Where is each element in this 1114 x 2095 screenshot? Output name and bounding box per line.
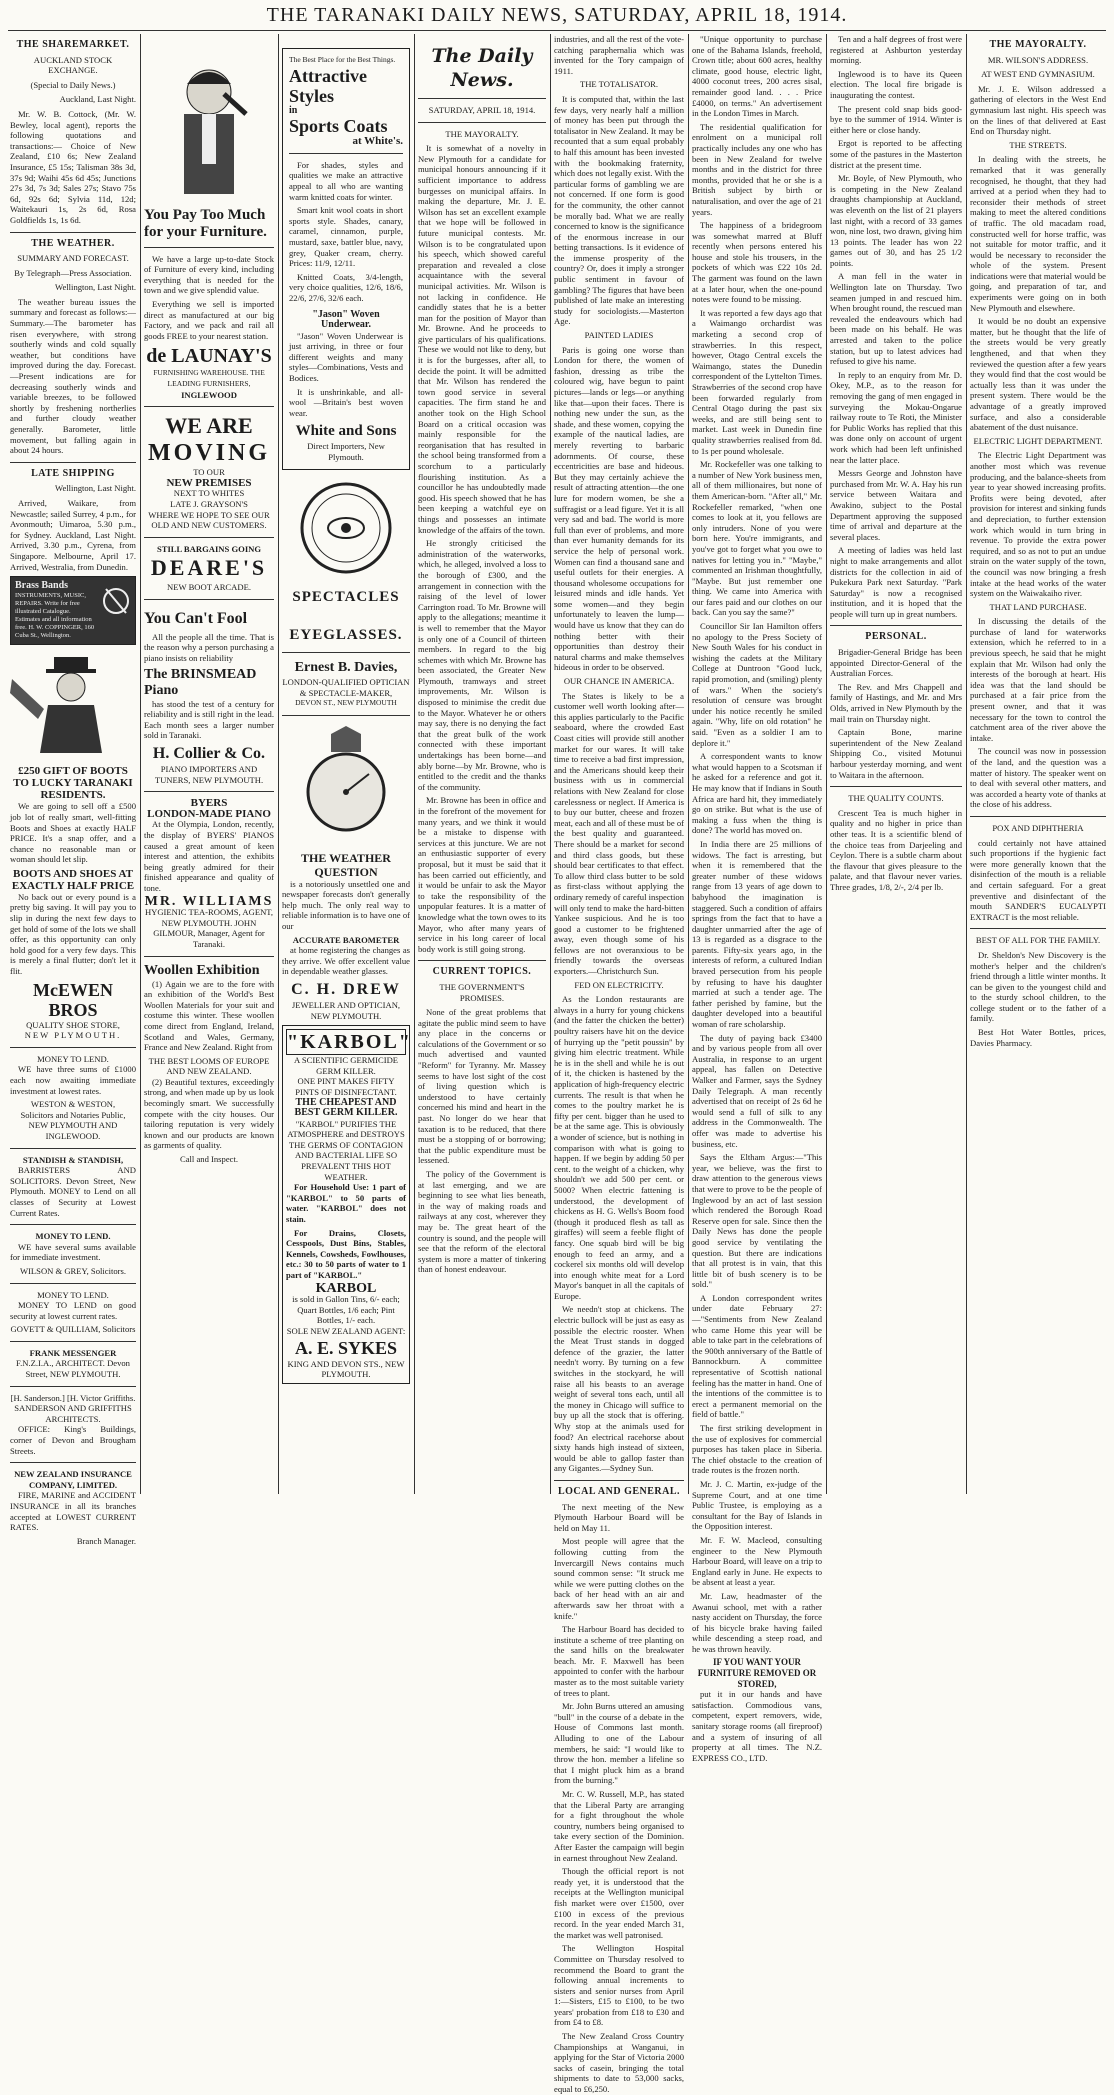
byers-body: At the Olympia, London, recently, the display of BYERS' PIANOS caused a great amount of keen interest and attention, the exhibits being greatly admired for their finished appearance and quality of tone.	[144, 819, 274, 893]
furniture-heading: You Pay Too Much for your Furniture.	[144, 206, 267, 240]
wilson-body: Mr. J. E. Wilson addressed a gathering of electors in the West End gymnasium last night. His speech was on the lines of that delivered at East End on Thursday night.	[970, 83, 1106, 137]
weston-sub: Solicitors and Notaries Public, NEW PLYMOUTH AND INGLEWOOD.	[20, 1109, 126, 1141]
trumpet-icon	[101, 581, 131, 621]
drew-sub: JEWELLER AND OPTICIAN, NEW PLYMOUTH.	[291, 999, 401, 1021]
woollen-body: (1) Again we are to the fore with an exhibition of the World's Best Woollen Materials for your suit and costume this winter. These woollen come direct from England, Ireland, Scotland and Wales, Germany, France and New Zealand. Right from	[144, 978, 274, 1053]
eyeglasses-heading: EYEGLASSES.	[289, 627, 403, 644]
messenger-name: FRANK MESSENGER	[29, 1347, 117, 1358]
rockefeller-item: Mr. Rockefeller was one talking to a number of New York business men, all of them millionaires, but none of them American-born. "After all," Mr. Rockefeller remarked, "when one comes to look at it, you fellows are only intruders. None of you were born here. You're immigrants, and you've got to forget what you owe to natives for letting you in." "Maybe," commented an Irishman thoughtfully, "Maybe. But just remember one thing. We came into America with our fares paid and our clothes on our back. Can you say the same?"	[692, 459, 822, 618]
whites-name: White and Sons	[295, 423, 397, 440]
column-4	[418, 34, 546, 1494]
divider	[289, 153, 403, 154]
cold-snap-item: The present cold snap bids good-bye to the summer of 1914. Winter is either here or close handy.	[830, 103, 962, 135]
barometer-body: at home registering the changes as they arrive. We offer excellent value in dependable weather glasses.	[282, 945, 410, 977]
divider	[144, 956, 274, 957]
furniture-removal-heading: IF YOU WANT YOUR FURNITURE REMOVED OR STORED,	[697, 1657, 817, 1689]
woollen-best: THE BEST LOOMS OF EUROPE AND NEW ZEALAND.	[148, 1055, 270, 1077]
local-body-4: Mr. John Burns uttered an amusing "bull" in the course of a debate in the House of Commons last month. Alluding to one of the Labour members, he said: "I would like to throw the hon. member a lifeline so that I might pluck him as a brand from the burning."	[554, 1701, 684, 1786]
divider	[830, 625, 962, 626]
davies-name: Ernest B. Davies,	[294, 660, 398, 676]
current-topics-heading: CURRENT TOPICS.	[432, 966, 532, 978]
local-body-5: Mr. C. W. Russell, M.P., has stated that the Liberal Party are arranging for a fight throughout the whole country, numbers being organised to take every section of the Dominion. After Easter the campaign will begin in earnest throughout New Zealand.	[554, 1789, 684, 1863]
column-rule	[688, 34, 689, 1494]
sanderson-name: [H. Sanderson.] [H. Victor Griffiths. SANDERSON AND GRIFFITHS ARCHITECTS.	[10, 1392, 136, 1424]
eye-emblem-icon	[296, 478, 396, 578]
column-6	[692, 34, 822, 1763]
rescue-item: A man fell in the water in Wellington late on Thursday. Two seamen jumped in and rescued him. When brought round, the rescued man revealed the endeavours which had been made on his behalf. He was arrested and taken to the police station, but up to latest advices had refused to give his name.	[830, 271, 962, 367]
money3-heading: MONEY TO LEND.	[37, 1289, 109, 1300]
moving-where: WHERE WE HOPE TO SEE OUR OLD AND NEW CUSTOMERS.	[148, 509, 270, 531]
moving-next: NEXT TO WHITES	[173, 488, 245, 499]
best-heading: BEST OF ALL FOR THE FAMILY.	[975, 935, 1101, 946]
barometer-icon	[301, 722, 391, 842]
at-whites: at White's.	[352, 135, 403, 148]
furniture-cartoon	[144, 54, 274, 207]
streets-body-2: It would be no doubt an expensive matter, but he thought that the life of the streets would be very greatly lengthened, and that when they reviewed the question after a few years they would find that the cost would be actually less than it was under the present system. There would be the advantage of a greatly improved surface, and also a considerable abatement of the dust nuisance.	[970, 316, 1106, 433]
karbol-body: "KARBOL" PURIFIES THE ATMOSPHERE and DESTROYS THE GERMS OF CONTAGION AND BACTERIAL LIFE SO PREVALENT THIS HOT WEATHER.	[287, 1118, 405, 1182]
divider	[10, 1386, 136, 1387]
divider	[10, 232, 136, 233]
pox-body: could certainly not have attained such proportions if the hygienic fact were more generally known that the disinfection of the mouth is a reliable and certain safeguard. For a great preventive and disinfectant of the mouth SANDER'S EUCALYPTI EXTRACT is the most reliable.	[970, 837, 1106, 922]
bahama-ad: "Unique opportunity to purchase one of the Bahama Islands, freehold, Crown title; about 600 acres, healthy climate, good house, electric light, 4000 coconut trees, 200 acres sisal, remainder good land. . . . Price £4000, on terms." An advertisement in the London Times in March.	[692, 34, 822, 119]
column-rule	[826, 34, 827, 1494]
half-price-heading: BOOTS AND SHOES AT EXACTLY HALF PRICE	[11, 867, 135, 892]
mcewen-sub: QUALITY SHOE STORE,	[26, 1019, 120, 1030]
local-body-6: Though the official report is not ready yet, it is understood that the receipts at the Wellington municipal fish market were over £1500, over £100 in excess of the previous record. In the year ended March 31, the market was well patronised.	[554, 1866, 684, 1940]
topics-body-2: The policy of the Government is at last emerging, and we are beginning to see what lies beneath, in the way of making roads and railways at any cost, wherever they may be. The great heart of the country is sound, and the people will see that the reform of the electoral system is more a matter of tinkering than of honest endeavour.	[418, 1169, 546, 1275]
weather-question-heading: THE WEATHER QUESTION	[301, 850, 391, 879]
streets-heading: THE STREETS.	[1009, 139, 1067, 150]
queen-election-item: Inglewood is to have its Queen election. The local fire brigade is inaugurating the contest.	[830, 68, 962, 100]
weston-name: WESTON & WESTON,	[30, 1099, 116, 1110]
weather-body: The weather bureau issues the summary and forecast as follows:— Summary.—The barometer has risen everywhere, with strong southerly winds and cold squally weather, but conditions have improved during the day. Forecast.—Present indications are for decreasing southerly winds and variable breezes, to be followed shortly by freshening northerlies and further cloudy weather generally. Barometer, little movement, but falling again in about 24 hours.	[10, 296, 136, 456]
divider	[10, 462, 136, 463]
styles: Styles	[289, 85, 334, 106]
williams-sub: HYGIENIC TEA-ROOMS, AGENT, NEW PLYMOUTH. JOHN GILMOUR, Manager, Agent for Taranaki.	[144, 907, 274, 949]
deares-sub: NEW BOOT ARCADE.	[167, 582, 251, 593]
personal-heading: PERSONAL.	[865, 631, 927, 643]
mcewen-city: NEW PLYMOUTH.	[24, 1030, 122, 1041]
mayoralty-body-2: He strongly criticised the administration of the waterworks, which, he alleged, involved a loss to the borough of £300, and the arrangement in connection with the raising of the level of lower Carrington road. To Mr. Browne will apply to the allegations; meantime it is well to remember that the Mayor is only one of a Council of thirteen members. In regard to the big schemes with which Mr. Browne has been associated, the Greater New Plymouth, tramways and street improvements, Mr. Wilson is disposed to minimise the credit due to the Mayor. Whatever he or others may say, there is no denying the fact that the great bulk of the work connected with these important undertakings has been borne—and ably borne—by Mr. Browne, who is entitled to the credit and the thanks of the community.	[418, 538, 546, 792]
collier-sub: PIANO IMPORTERS AND TUNERS, NEW PLYMOUTH.	[154, 764, 264, 785]
painted-heading: PAINTED LADIES	[584, 330, 654, 341]
telegraph-note: By Telegraph—Press Association.	[14, 267, 132, 278]
ergot-item: Ergot is reported to be affecting some of the pastures in the Masterton district at the present time.	[830, 138, 962, 170]
collier-name: H. Collier & Co.	[152, 745, 266, 763]
electric-body: The Electric Light Department was another most which was revenue producing, and the balance-sheets from year to year showed increasing profits. Profits were being devoted, after provision for interest and sinking funds and depreciation, to further extension work which would in turn bring in revenue. To provide the extra power required, and so as not to put an undue strain on the water supply of the town, the council was now bringing a fresh intake at the head works of the water system on the Waiwakaiho river.	[970, 450, 1106, 599]
mayoralty-heading: THE MAYORALTY.	[445, 128, 519, 139]
davies-address: DEVON ST., NEW PLYMOUTH	[295, 698, 397, 708]
divider	[418, 960, 546, 961]
quality-heading: THE QUALITY COUNTS.	[848, 793, 944, 804]
local-body-8: The New Zealand Cross Country Championships at Wanganui, in applying for the Star of Victoria 2000 sacks of casein, bringing the total shipments to date to 53,000 sacks, equal to £6,250.	[554, 2031, 684, 2095]
law-item: Mr. Law, headmaster of the Awanui school, met with a rather nasty accident on Thursday, the force of his bicycle brake having failed while descending a steep road, and he was thrown heavily.	[692, 1590, 822, 1654]
divider	[10, 1148, 136, 1149]
correspondent-item: A correspondent wants to know what would happen to a Scotsman if he asked for a reference and got it. He may know that if Indians in South Africa are hard hit, they immediately go on strike. But what is the use of making a fuss when the thing is done? The world has moved on.	[692, 751, 822, 836]
india-item: In India there are 25 millions of widows. The fact is arresting, but when it is remembered that the greater number of these widows range from 13 years of age down to babyhood the imagination is staggered. Such a condition of affairs springs from the fact that to have a daughter unmarried after the age of 13 is regarded as a disgrace to the parents. Fifty-six years ago, in the interests of reform, a cultured Indian braved persecution from his people by refusing to have his daughter married at such a tender age. The father perished by famine, but the daughter developed into a beautiful woman of rare scholarship.	[692, 838, 822, 1030]
deares-name: DEARE'S	[150, 555, 268, 581]
divider	[144, 406, 274, 407]
boots-body: We are going to sell off a £500 job lot of really smart, well-fitting Boots and Shoes at exactly HALF PRICE. It's a snap offer, and a chance no reasonable man or woman should let slip.	[10, 801, 136, 865]
london-item: A London correspondent writes under date February 27:—"Sentiments from New Zealand who came Home this year will be able to take part in the celebrations of the 900th anniversary of the Battle of Bannockburn. A committee representative of Scottish national feeling has the matter in hand. One of the intentions of the committee is to erect a permanent memorial on the field of battle."	[692, 1292, 822, 1420]
boot-man-icon	[10, 649, 136, 759]
body-continued: industries, and all the rest of the vote-catching paraphernalia which was invented for the Tory campaign of 1911.	[554, 34, 684, 76]
totalisator-heading: THE TOTALISATOR.	[579, 79, 659, 90]
money-heading: MONEY TO LEND.	[37, 1053, 109, 1064]
duty-item: The duty of paying back £3400 and by various people from all over Australia, in response to an urgent appeal, has fallen on Detective Walker and Farmer, says the Sydney Daily Telegraph. A man recently advertised that on receipt of 2s 6d he would send a full of silk to any address in the Commonwealth. The offer was made to advertise his business, etc.	[692, 1032, 822, 1149]
brinsmead-body: has stood the test of a century for reliability and is still right in the lead. Each month sees a larger number sold in Taranaki.	[144, 698, 274, 741]
shipping-body: Arrived, Waikare, from Newcastle; sailed Surrey, 4 p.m., for Avonmouth; Uimaroa, 5.30 p.m., for Sydney. Auckland, Last Night. Arrived, 3.30 p.m., Cyrena, from Singapore. Melbourne, April 17. Arrived, Westralia, from Dunedin.	[10, 497, 136, 572]
gymnasium-heading: AT WEST END GYMNASIUM.	[981, 69, 1095, 80]
whites-ad	[282, 48, 410, 470]
mayoralty-body: It is somewhat of a novelty in New Plymouth for a candidate for municipal honours announcing if it sufficient importance to address burgesses on municipal affairs. In making the departure, Mr. J. E. Wilson has set an excellent example that we hope will be followed in future municipal contests. Mr. Wilson is to be congratulated upon his speech, which showed careful preparation and revealed a close acquaintance with the several municipal activities. Mr. Wilson is not lacking in confidence. He candidly states that he is a better man for the position of Mayor than Mr. Browne. And he proceeds to give particulars of his qualifications. These we would not like to deny, but it is for the burgesses, after all, to decide the point. It will be admitted that Mr. Wilson has rendered the town good service in several capacities. The firm stand he and another took on the High School Board on a critical occasion was mainly responsible for the reorganisation that has resulted in the school being transformed from a scorchum to a particularly flourishing institution. As a councillor he has undoubtedly made good. His speech showed that he has been keeping a watchful eye on things and possesses an intimate knowledge of the affairs of the town.	[418, 143, 546, 535]
explosives-item: The first striking development in the use of explosives for commercial purposes has taken place in Siberia. The chief obstacle to the creation of trade routes is the frozen north.	[692, 1423, 822, 1476]
jason-body-2: It is unshrinkable, and all-wool —Britain's best woven wear.	[289, 386, 403, 418]
dateline: Wellington, Last Night.	[55, 282, 136, 293]
moving-heading-2: MOVING	[148, 440, 270, 467]
column-2	[144, 34, 274, 1494]
divider	[970, 928, 1106, 929]
karbol-cheap: THE CHEAPEST AND BEST GERM KILLER.	[294, 1096, 398, 1119]
sharemarket-body: Mr. W. B. Cottock, (Mr. W. Bewley, local agent), reports the following quotations and transactions:— Choice of New Zealand, £10 6s; New Zealand Insurance, £5 15s; Talisman 38s 3d, 37s 9d; Waihi 45s 6d 45s; Junctions 27s 3d, 7s 3d; Sales 27s; Stavo 75s 6d, 92s 6d; Sylvia 11d, 12d; Waitekauri 1s, 2s 6d, Rosa Goldfields 1s, 1s 6d.	[10, 108, 136, 225]
painted-body: Paris is going one worse than London for there, the women of fashion, dressing as tribe the coloured wig, have begun to paint pictures—lands or legs—or anything like that—upon their faces. There is nothing new under the sun, as the shade, and these women, copying the example of the nautical ladies, are merely reverting to barbaric adornments. Of course, these eccentricities are base and hideous. But they may certainly achieve the result of attracting attention—the one lure for modern women, be she a suffragist or a lead figure. Yet it is all very sad and bad. The world is more full than ever of problems, and more than ever humanity demands for its service the help of personal work. Women can find a thousand sane and useful outlets for their energies. A thousand wholesome occupations for leisured minds and idle hands. Yet some women—and they begin unfortunately to leaven the lump—would have us know that they can do nothing better with their opportunities than destroy their natural charms and make themselves hideous in order to be observed.	[554, 344, 684, 673]
standish-sub: BARRISTERS AND SOLICITORS. Devon Street, New Plymouth. MONEY to Lend on all classes of Security at Lowest Current Rates.	[10, 1165, 136, 1218]
whites-tagline: The Best Place for the Best Things.	[289, 55, 396, 64]
furniture-body: We have a large up-to-date Stock of Furniture of every kind, including everything that is needed for the town and we give splendid value.	[144, 253, 274, 296]
drains-use: For Drains, Closets, Cesspools, Dust Bins, Stables, Kennels, Cowsheds, Fowlhouses, etc.: 30 to 50 parts of water to 1 part of "KARBOL."	[286, 1227, 406, 1280]
paper-date: SATURDAY, APRIL 18, 1914.	[428, 105, 536, 115]
column-5	[554, 34, 684, 2095]
column-rule	[966, 34, 967, 1494]
martin-item: Mr. J. C. Martin, ex-judge of the Supreme Court, and at one time Public Trustee, is employing as a consultant for the Bay of Islands in the Opposition interest.	[692, 1478, 822, 1532]
divider	[10, 1047, 136, 1048]
bridegroom-item: The happiness of a bridegroom was somewhat marred at Bluff recently when persons entered his house and stole his trousers, in the pockets of which was £22 10s 2d. The garment was found on the lawn at a later hour, when the one-pound notes were found to be missing.	[692, 220, 822, 305]
moving-late: LATE J. GRAYSON'S	[170, 498, 248, 509]
moving-heading-1: WE ARE	[165, 413, 253, 439]
messenger-sub: F.N.Z.I.A., ARCHITECT. Devon Street, NEW PLYMOUTH.	[16, 1358, 130, 1380]
column-rule	[414, 34, 415, 1494]
column-3	[282, 34, 410, 1494]
woollen-heading: Woollen Exhibition	[144, 962, 260, 978]
spectacles-illustration	[282, 478, 410, 581]
brinsmead-name: The BRINSMEAD Piano	[144, 666, 257, 698]
column-1	[10, 34, 136, 1546]
paper-title: The Daily News.	[431, 45, 533, 91]
local-body-2: Most people will agree that the following cutting from the Invercargill News contains much sound common sense: "It struck me while we were putting clothes on the back of her head with an air and afterwards saw her throat with a knife."	[554, 1536, 684, 1621]
money3-body: MONEY TO LEND on good security at lowest current rates.	[10, 1300, 136, 1321]
sports-coats: Sports Coats	[289, 116, 388, 137]
quality-body: Crescent Tea is much higher in quality and no higher in price than other teas. It is a scientific blend of the choice teas from Darjeeling and Ceylon. There is a subtle charm about the flavour that gives pleasure to the palate, and that flavour never varies. Three grades, 1/8, 2/-, 2/4 per lb.	[830, 807, 962, 892]
sole-agent: SOLE NEW ZEALAND AGENT:	[286, 1325, 406, 1336]
topics-body: None of the great problems that agitate the public mind seem to have any place in the concerns or calculations of the Government or so much advertised and vaunted "Reform" for Tyranny. Mr. Massey seems to have lost sight of the cost of living question which is understood to have certainly concerned his mind and heart in the past. No longer do we hear that taxation is to be reduced, that there must be a stopping of or borrowing; that the public expenditure must be lessened.	[418, 1007, 546, 1166]
byers-heading: LONDON-MADE PIANO	[147, 807, 271, 820]
special-note: (Special to Daily News.)	[30, 79, 116, 90]
sports-body-2: Smart knit wool coats in short sports style. Shades, canary, caramel, cinnamon, purple, mustard, saxe, battler blue, navy, grey, Quaker cream, cherry. Prices: 11/9, 12/11.	[289, 205, 403, 269]
divider	[830, 786, 962, 787]
mayoralty-heading-2: THE MAYORALTY.	[989, 39, 1087, 50]
divider	[144, 791, 274, 792]
money-body: WE have three sums of £1000 each now awaiting immediate investment at lowest rates.	[10, 1064, 136, 1096]
divider	[144, 599, 274, 600]
sanderson-sub: OFFICE: King's Buildings, corner of Devon and Brougham Streets.	[10, 1424, 136, 1456]
masthead-text: THE TARANAKI DAILY NEWS, SATURDAY, APRIL 18, 1914.	[266, 4, 848, 26]
divider	[282, 652, 410, 653]
residential-qualification: The residential qualification for enrolment on a municipal roll practically includes any one who has been in New Zealand for twelve months and in the district for three months, provided that he or she is a British subject by birth or naturalisation, and over the age of 21 years.	[692, 121, 822, 217]
weather-heading: THE WEATHER.	[31, 237, 115, 249]
eltham-item: Says the Eltham Argus:—"This year, we believe, was the first to draw attention to the generous views that were to prove to be the people of Inglewood by an act of last session which rendered the Borough Road Reserve open for sale. Since then the Daily News has done the people good service by ventilating the question. But there are indications that all protest is in vain, that this little bit of bush scenery is to be sold."	[692, 1152, 822, 1290]
spectacles-heading: SPECTACLES	[292, 589, 400, 606]
moving-new: NEW PREMISES	[166, 476, 252, 489]
local-body-3: The Harbour Board has decided to institute a scheme of tree planting on the sand hills on the breakwater beach. Mr. F. Maxwell has been appointed to confer with the harbour master as to the most suitable variety of trees to plant.	[554, 1624, 684, 1698]
cant-fool-body: All the people all the time. That is the reason why a person purchasing a piano insists on reliability	[144, 631, 274, 664]
divider	[10, 1283, 136, 1284]
chance-heading: OUR CHANCE IN AMERICA.	[563, 676, 675, 687]
divider	[10, 1224, 136, 1225]
cant-fool-heading: You Can't Fool	[144, 609, 248, 627]
electricity-body: As the London restaurants are always in a hurry for young chickens (and the fatter the chicken the better) poultry raisers have hit on the device of hurrying up the "petit poussin" by giving him electric treatment. While he is in the shell and while he is out of it, the chicken is hastened by the application of high-frequency electric currents. The result is that when he comes to the poultry market he is fifty per cent. bigger than he used to be at the same age. This is obviously a wonder of science, but is nothing in comparison with what is going to happen. If we begin by adding 50 per cent. to the weight of a chicken, why shouldn't we add 500 per cent. or 5000? When electric fattening is understood, the development of chickens as H. G. Wells's Boom food (though it produced flesh as tall as giraffes) will seem a feeble flight of fancy. One squab bird will be big enough to feed an army, and a cockerel six months old will develop into enough white meat for a Lord Mayor's banquet in all the capitals of Europe.	[554, 994, 684, 1301]
woollen-body-2: (2) Beautiful textures, exceedingly strong, and when made up by us look becomingly smart. We successfully compete with the city houses. Our tailoring reputation is very widely known and our products are known as garments of quality.	[144, 1076, 274, 1151]
karbol-name: "KARBOL"	[287, 1031, 412, 1054]
totalisator-body: It is computed that, within the last few days, very nearly half a million of money has been put through the totalisator in New Zealand. It may be recounted that a sum equal probably to half this amount has been invested with the bookmaking fraternity, which does not legally exist. With the particular forms of gambling we are not concerned. If one form is good for the community, the other cannot be morally bad. What we are really concerned to know is the significance of the enormous increase in our betting transactions. Is it evidence of the immense prosperity of the country? Or, does it imply a stronger public sentiment in favour of gambling? The figures that have been published of late make an interesting study for sociologists.—Masterton Age.	[554, 93, 684, 327]
money2-body: WE have several sums available for immediate investment.	[10, 1241, 136, 1263]
electricity-heading: FED ON ELECTRICITY.	[574, 979, 664, 990]
sports-body: For shades, styles and qualities we make an attractive appeal to all who are wanting warm knitted coats for winter.	[289, 159, 403, 202]
streets-body: In dealing with the streets, he remarked that it was generally recognised, he thought, that they had arrived at a period when they had to reconsider their methods of street making to meet the altered conditions of traffic. The old macadam road, constructed well for horse traffic, was not suitable for motor traffic, and it would be necessary to reconsider the whole of the system. Present indications were that material would be going, and preparation of tar, and experiments were going on in both New Plymouth and elsewhere.	[970, 154, 1106, 313]
mayoralty-body-3: Mr. Browne has been in office and in the forefront of the movement for many years, and we think it would be a mistake to dispense with services at this juncture. We are not an enthusiastic supporter of every proposal, but it must be said that it has been carried out efficiently, and it would be unfair to ask the Mayor to take the responsibility of the unpopular features. It is a matter of knowledge what the town owes to its Mayor, who after many years of service in his long career of local body work is still going strong.	[418, 795, 546, 954]
knitted-coats: Knitted Coats, 3/4-length, very choice qualities, 12/6, 18/6, 22/6, 27/6, 32/6 each.	[289, 271, 403, 303]
woollen-call: Call and Inspect.	[180, 1154, 238, 1165]
column-rule	[550, 34, 551, 1494]
barometer-illustration	[282, 722, 410, 845]
land-heading: THAT LAND PURCHASE.	[989, 601, 1087, 612]
furniture-body-2: Everything we sell is imported direct as manufactured at our big Factory, and we pack and rail all goods FREE to your nearest station.	[144, 298, 274, 341]
pox-heading: POX AND DIPHTHERIA	[992, 822, 1084, 833]
attractive: Attractive	[289, 65, 367, 86]
divider	[10, 1462, 136, 1463]
chance-body: The States is likely to be a customer well worth looking after—this applies particularly to the Pacific seaboard, where the crowded East Coast cities will provide still another market for our wares. It will take time to receive a bad first impression, and the Americans should keep their business with us in commercial relations with New Zealand for close carelessness or neglect. If America is to buy our butter, cheese and frozen meat, each and all of these must be of the best quality and guaranteed. There should be a market for second and third class goods, but these should bear certificates to that effect. To allow third class butter to be sold as first-class without applying the ordinary remedy of careful inspection will only tend to make the hard-bitten Yankee suspicious. And he is too good a customer to be frightened away, even though some of his fellows are not overanxious to be friendly towards the overseas exporters.—Christchurch Sun.	[554, 690, 684, 977]
karbol-sub: A SCIENTIFIC GERMICIDE GERM KILLER.	[293, 1055, 399, 1076]
sykes-sub: KING AND DEVON STS., NEW PLYMOUTH.	[287, 1358, 405, 1380]
williams-name: MR. WILLIAMS	[144, 893, 274, 909]
mail-service-item: Messrs George and Johnston have purchased from Mr. W. A. Hay his run service between Waitara and Awakino, subject to the Postal Department approving the supposed time of arrival and departure at the several places.	[830, 468, 962, 542]
divider	[144, 247, 274, 248]
brass-text: INSTRUMENTS, MUSIC, REPAIRS. Write for free illustrated Catalogue. Estimates and all information free. H. W. COPPINGER, 160 Cuba St., Wellington.	[15, 591, 95, 639]
local-body: The next meeting of the New Plymouth Harbour Board will be held on May 11.	[554, 1501, 684, 1533]
barometer-heading: ACCURATE BAROMETER	[292, 934, 400, 945]
column-rule	[140, 34, 141, 1494]
divider	[418, 98, 546, 99]
column-8	[970, 34, 1106, 1494]
promises-heading: THE GOVERNMENT'S PROMISES.	[439, 981, 525, 1003]
railway-item: In reply to an enquiry from Mr. D. Okey, M.P., as to the reason for removing the gang of men engaged in surveying the Mokau-Ongarue railway route to Te Roti, the Minister for Public Works has replied that this was done only on account of urgent work which had been left unfinished near the latter place.	[830, 369, 962, 465]
mcewen-name: McEWEN BROS	[33, 979, 113, 1020]
karbol-2: KARBOL	[315, 1280, 377, 1296]
wilson-grey: WILSON & GREY, Solicitors.	[19, 1265, 127, 1276]
nz-insurance-foot: Branch Manager.	[76, 1535, 136, 1546]
local-heading: LOCAL AND GENERAL.	[557, 1485, 681, 1497]
dateline: Auckland, Last Night.	[59, 94, 136, 105]
household-use: For Household Use: 1 part of "KARBOL" to 50 parts of water. "KARBOL" does not stain.	[286, 1182, 406, 1225]
hamilton-item: Councillor Sir Ian Hamilton offers no apology to the Press Society of New South Wales for his conduct in wishing the cadets at the Military College at Duntroon "Good luck, rapid promotion, and (smiling) plenty of wars." When the society's resolution of censure was brought under his notice recently he smiled again. "Why, life on old rotation" he said. "Even as a soldier I am to deplore it."	[692, 621, 822, 748]
divider	[554, 1480, 684, 1481]
half-price-body: No back out or every pound is a pretty big saving. It will pay you to slip in during the next few days to get hold of some of the lots we shall offer, as this opportunity can only hold good for a very few days. This is merely a final flutter; don't let it flit.	[10, 891, 136, 977]
drew-name: C. H. DREW	[291, 980, 401, 998]
weather-question-body: is a notoriously unsettled one and newspaper forecasts don't generally help much. The only real way to reliable information is to have one of our	[282, 878, 410, 931]
standish-name: STANDISH & STANDISH,	[22, 1154, 124, 1165]
furniture-removal-body: put it in our hands and have satisfaction. Commodious vans, competent, expert removers, wide, sanitary storage rooms (all fireproof) and a system of insuring of all property at all times. The N.Z. EXPRESS CO., LTD.	[692, 1689, 822, 1763]
in: in	[289, 104, 298, 116]
boot-illustration	[10, 649, 136, 762]
delaunay-name: de LAUNAY'S	[146, 345, 272, 368]
delaunay-sub: FURNISHING WAREHOUSE. THE LEADING FURNISHERS,	[153, 368, 265, 388]
bargains: STILL BARGAINS GOING	[156, 543, 262, 554]
divider	[282, 715, 410, 716]
inglewood: INGLEWOOD	[181, 389, 237, 400]
column-7	[830, 34, 962, 1494]
dateline: Wellington, Last Night.	[55, 483, 136, 494]
nz-insurance-body: FIRE, MARINE and ACCIDENT INSURANCE in all its branches accepted at LOWEST CURRENT RATES.	[10, 1490, 136, 1533]
divider	[418, 122, 546, 123]
masthead-rule	[8, 30, 1106, 31]
park-item: A meeting of ladies was held last night to make arrangements and allot districts for the collection in aid of Pukekura Park next Saturday. "Park Saturday" is now a recognised institution, and it is hoped that the people will turn up in great numbers.	[830, 545, 962, 619]
moving-to: TO OUR	[193, 467, 225, 478]
karbol-pint: ONE PINT MAKES FIFTY PINTS OF DISINFECTANT.	[295, 1076, 397, 1097]
man-on-phone-icon	[154, 54, 264, 204]
auckland-heading: AUCKLAND STOCK EXCHANGE.	[33, 54, 113, 76]
sharemarket-heading: THE SHAREMARKET.	[16, 39, 130, 50]
land-body: In discussing the details of the purchase of land for waterworks extension, which he referred to in a previous speech, he said that he might explain that Mr. Wilson had only the interests of the borough at heart. His idea was that the land should be purchased at a fair price from the present owner, and that it was necessary for the town to control the catchment area of the river above the intake.	[970, 616, 1106, 743]
best-body: Dr. Sheldon's New Discovery is the mother's helper and the children's friend through a little winter months. It can be given to the youngest child and to the sturdy school children, to the college student or to the father of a family.	[970, 949, 1106, 1024]
karbol-sold: is sold in Gallon Tins, 6/- each; Quart Bottles, 1/6 each; Pint Bottles, 1/- each.	[292, 1294, 400, 1326]
money2-heading: MONEY TO LEND.	[35, 1231, 111, 1242]
best-foot: Best Hot Water Bottles, prices, Davies Pharmacy.	[970, 1027, 1106, 1048]
local-body-7: The Wellington Hospital Committee on Thursday resolved to recommend the Board to grant the following annual increments to sisters and senior nurses from April 1:—Sisters, £15 to £100, to be two years' probation from £18 to £30 and from £4 to £8.	[554, 1943, 684, 2028]
masthead	[0, 0, 1114, 30]
divider	[144, 537, 274, 538]
divider	[970, 816, 1106, 817]
jason-body: "Jason" Woven Underwear is just arriving, in three or four different weights and many styles—Combinations, Vests and Bodices.	[289, 330, 403, 384]
brass-title: Brass Bands	[15, 580, 69, 592]
jason-heading: "Jason" Woven Underwear.	[312, 308, 380, 331]
govett: GOVETT & QUILLIAM, Solicitors	[10, 1324, 136, 1335]
shipping-heading: LATE SHIPPING	[31, 467, 115, 479]
land-body-2: The council was now in possession of the land, and the question was a matter of history. The speaker went on to deal with several other matters, and was accorded a hearty vote of thanks at the close of his address.	[970, 746, 1106, 810]
sykes-name: A. E. SYKES	[294, 1337, 398, 1358]
whites-sub: Direct Importers, New Plymouth.	[307, 441, 385, 463]
wilson-address-heading: MR. WILSON'S ADDRESS.	[987, 54, 1089, 65]
column-rule	[278, 34, 279, 1494]
karbol-ad	[282, 1025, 410, 1384]
macleod-item: Mr. F. W. Macleod, consulting engineer to the New Plymouth Harbour Board, will leave on a trip to England early in June. He expects to be absent at least a year.	[692, 1534, 822, 1588]
electric-heading: ELECTRIC LIGHT DEPARTMENT.	[973, 435, 1103, 446]
personal-body: Brigadier-General Bridge has been appointed Director-General of the Australian Forces.	[830, 647, 962, 679]
brass-bands-ad	[10, 576, 136, 645]
boots-heading: £250 GIFT OF BOOTS TO LUCKY TARANAKI RESIDENTS.	[13, 765, 133, 802]
frost-item: Ten and a half degrees of frost were registered at Ashburton yesterday morning.	[830, 34, 962, 66]
davies-sub: LONDON-QUALIFIED OPTICIAN & SPECTACLE-MAKER,	[282, 677, 410, 698]
personal-body-3: Captain Bone, marine superintendent of the New Zealand Shipping Co., visited Motunui harbour yesterday morning, and went to Waitara in the afternoon.	[830, 727, 962, 780]
nz-insurance-name: NEW ZEALAND INSURANCE COMPANY, LIMITED.	[14, 1469, 132, 1490]
electricity-body-2: We needn't stop at chickens. The electric bullock will be just as easy as possible the electric rooster. When the Meat Trust stands in dogged defence of the grazier, the latter needn't worry. By turning on a few switches in the stockyard, he will raise all his beasts to an average weight of several tons each, until all the money in Chicago will suffice to buy up all the stock that is offering. Why stop at the animals used for food? An electrical racehorse about sixty hands high instead of sixteen, would be able to gallop faster than any Gigantes.—Sydney Sun.	[554, 1304, 684, 1474]
byers-name: BYERS	[190, 797, 228, 810]
strawberries-item: It was reported a few days ago that a Waimango orchardist was marketing a second crop of strawberries. In this respect, however, Otago Central excels the Waimango, states the Dunedin correspondent of the Lyttelton Times. Strawberries of the second crop have been forwarded regularly from Central Otago during the past six weeks, and are still being sent to market. Last week in Dunedin fine quality strawberries realised from 8d. to 1s per pound wholesale.	[692, 307, 822, 456]
divider	[10, 1341, 136, 1342]
summary-heading: SUMMARY AND FORECAST.	[17, 253, 129, 264]
personal-body-2: The Rev. and Mrs Chappell and family of Hastings, and Mr. and Mrs Olds, arrived in New Plymouth by the mail train on Thursday night.	[830, 681, 962, 724]
draughts-item: Mr. Boyle, of New Plymouth, who is competing in the New Zealand draughts championship at Auckland, was eleventh on the list of 21 players last night, with a record of 33 games won, nine lost, two drawn, giving him 13 points. The leader has won 22 games out of 30, and has 25 1/2 points.	[830, 173, 962, 268]
